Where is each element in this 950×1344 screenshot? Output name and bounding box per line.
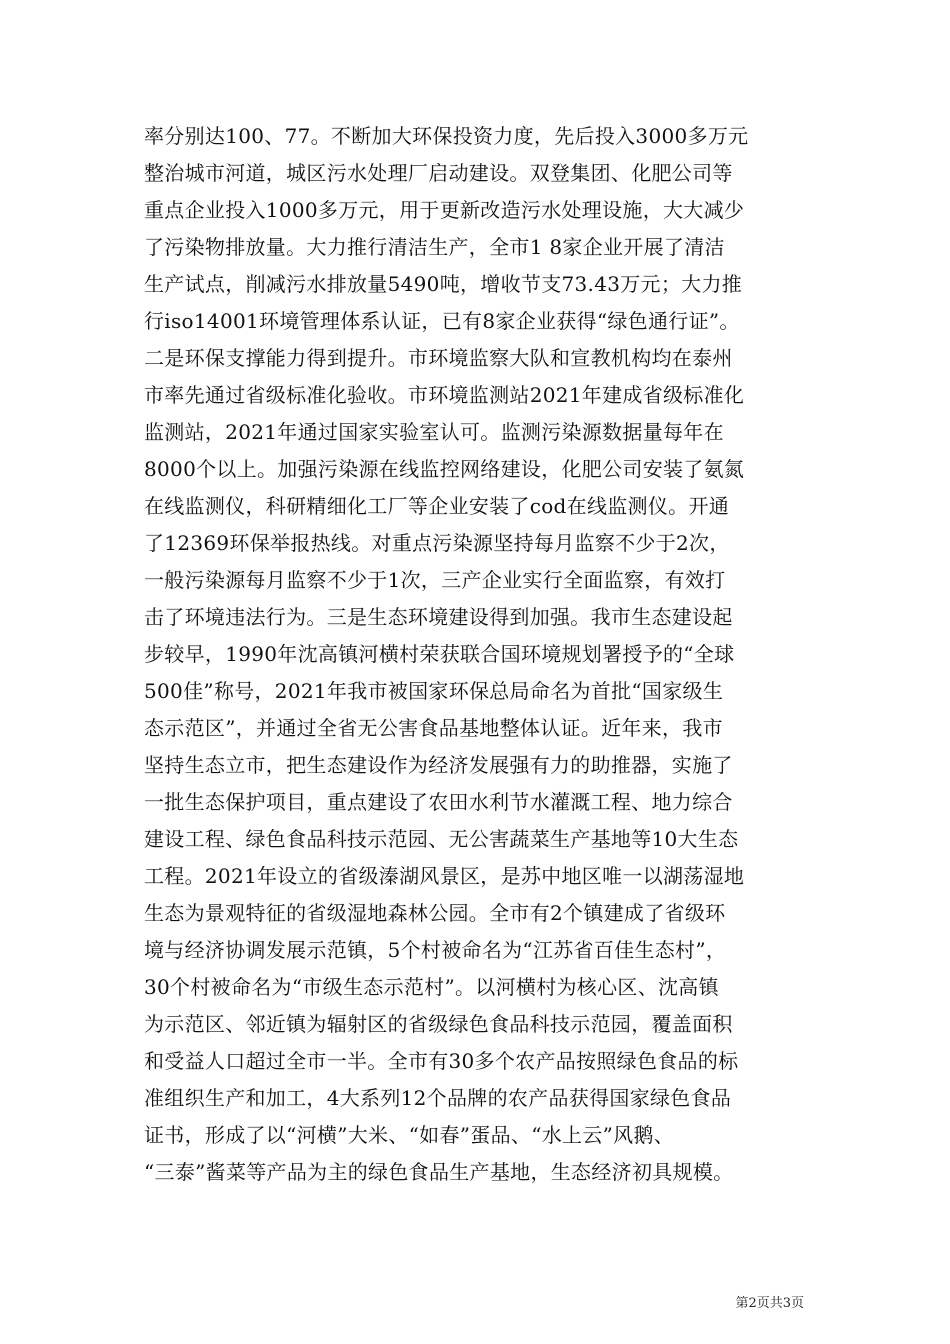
text-line: 建设工程、绿色食品科技示范园、无公害蔬菜生产基地等10大生态 xyxy=(144,827,739,851)
text-line: 境与经济协调发展示范镇，5个村被命名为“江苏省百佳生态村”， xyxy=(144,938,727,962)
text-line: 监测站，2021年通过国家实验室认可。监测污染源数据量每年在 xyxy=(144,420,724,444)
text-line: 率分别达100、77。不断加大环保投资力度，先后投入3000多万元 xyxy=(144,124,749,148)
text-line: 生产试点，削减污水排放量5490吨，增收节支73.43万元；大力推 xyxy=(144,272,743,296)
text-line: 准组织生产和加工，4大系列12个品牌的农产品获得国家绿色食品 xyxy=(144,1086,732,1110)
page-number: 第2页共3页 xyxy=(735,1296,804,1311)
text-line: 一般污染源每月监察不少于1次，三产企业实行全面监察，有效打 xyxy=(144,568,726,592)
text-line: 30个村被命名为“市级生态示范村”。以河横村为核心区、沈高镇 xyxy=(144,975,719,999)
text-line: 坚持生态立市，把生态建设作为经济发展强有力的助推器，实施了 xyxy=(144,753,733,777)
text-line: 了12369环保举报热线。对重点污染源坚持每月监察不少于2次， xyxy=(144,531,730,555)
text-line: 二是环保支撑能力得到提升。市环境监察大队和宣教机构均在泰州 xyxy=(144,346,733,370)
text-line: 500佳”称号，2021年我市被国家环保总局命名为首批“国家级生 xyxy=(144,679,724,703)
text-line: 市率先通过省级标准化验收。市环境监测站2021年建成省级标准化 xyxy=(144,383,745,407)
text-line: 和受益人口超过全市一半。全市有30多个农产品按照绿色食品的标 xyxy=(144,1049,739,1073)
text-line: 整治城市河道，城区污水处理厂启动建设。双登集团、化肥公司等 xyxy=(144,161,733,185)
text-line: 在线监测仪，科研精细化工厂等企业安装了cod在线监测仪。开通 xyxy=(144,494,730,518)
text-line: 一批生态保护项目，重点建设了农田水利节水灌溉工程、地力综合 xyxy=(144,790,733,814)
text-line: 行iso14001环境管理体系认证，已有8家企业获得“绿色通行证”。 xyxy=(144,309,740,333)
text-line: 证书，形成了以“河横”大米、“如春”蛋品、“水上云”风鹅、 xyxy=(144,1123,675,1147)
text-line: 重点企业投入1000多万元，用于更新改造污水处理设施，大大减少 xyxy=(144,198,745,222)
text-line: 击了环境违法行为。三是生态环境建设得到加强。我市生态建设起 xyxy=(144,605,733,629)
text-line: 生态为景观特征的省级湿地森林公园。全市有2个镇建成了省级环 xyxy=(144,901,726,925)
text-line: 8000个以上。加强污染源在线监控网络建设，化肥公司安装了氨氮 xyxy=(144,457,745,481)
text-line: “三泰”酱菜等产品为主的绿色食品生产基地，生态经济初具规模。 xyxy=(144,1160,734,1184)
text-line: 态示范区”，并通过全省无公害食品基地整体认证。近年来，我市 xyxy=(144,716,723,740)
text-line: 了污染物排放量。大力推行清洁生产，全市1 8家企业开展了清洁 xyxy=(144,235,725,259)
text-line: 为示范区、邻近镇为辐射区的省级绿色食品科技示范园，覆盖面积 xyxy=(144,1012,733,1036)
text-line: 步较早，1990年沈高镇河横村荣获联合国环境规划署授予的“全球 xyxy=(144,642,735,666)
text-line: 工程。2021年设立的省级溱湖风景区，是苏中地区唯一以湖荡湿地 xyxy=(144,864,745,888)
